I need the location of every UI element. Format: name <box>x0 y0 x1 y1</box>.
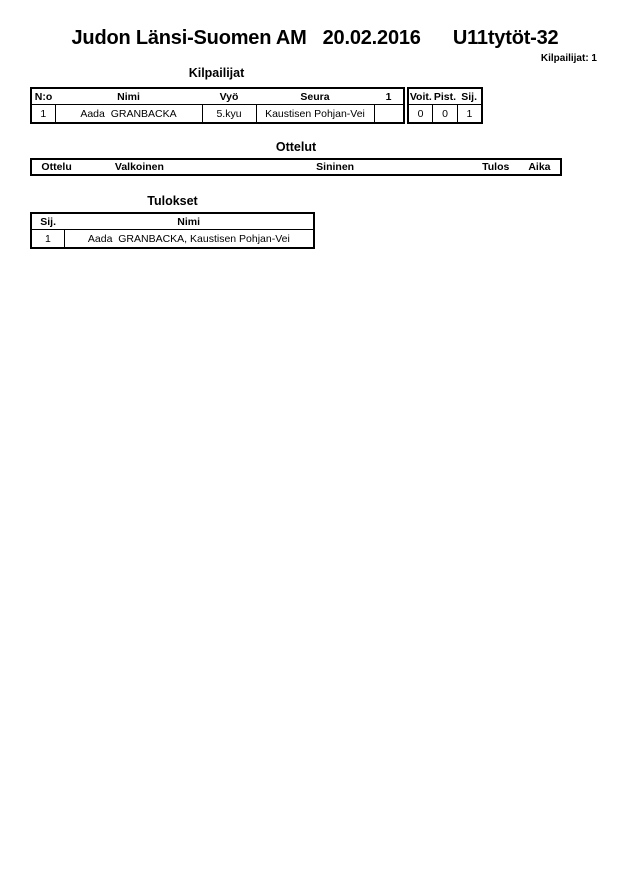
column-header-sij: Sij. <box>31 213 64 230</box>
stats-header-row <box>408 88 482 105</box>
participants-count: Kilpailijat: 1 <box>540 53 597 64</box>
column-header-voit: Voit. <box>408 88 433 105</box>
ottelut-table <box>30 158 562 176</box>
stats-row <box>408 105 482 124</box>
column-header-1: 1 <box>374 88 404 105</box>
column-header-sij: Sij. <box>457 88 482 105</box>
cell-voit: 0 <box>408 105 433 124</box>
cell-nimi: Aada GRANBACKA <box>55 105 202 124</box>
cell-pist: 0 <box>433 105 458 124</box>
column-header-pist: Pist. <box>433 88 458 105</box>
ottelut-heading: Ottelut <box>275 140 317 154</box>
kilpailijat-row <box>31 105 404 124</box>
kilpailijat-heading: Kilpailijat <box>188 66 245 80</box>
ottelut-header-row <box>31 159 561 175</box>
column-header-nimi: Nimi <box>64 213 314 230</box>
cell-nimi: Aada GRANBACKA, Kaustisen Pohjan-Vei <box>64 230 314 249</box>
tulokset-table <box>30 212 315 249</box>
column-header-valkoinen: Valkoinen <box>114 161 164 173</box>
column-header-ottelu: Ottelu <box>41 161 72 173</box>
column-header-seura: Seura <box>256 88 374 105</box>
kilpailijat-table-group <box>30 87 483 124</box>
kilpailijat-table <box>30 87 405 124</box>
tulokset-header-row <box>31 213 314 230</box>
column-header-tulos: Tulos <box>482 161 510 173</box>
cell-sij: 1 <box>31 230 64 249</box>
tulokset-heading: Tulokset <box>147 194 198 208</box>
column-header-nimi: Nimi <box>55 88 202 105</box>
kilpailijat-header-row <box>31 88 404 105</box>
cell-no: 1 <box>31 105 55 124</box>
column-header-vyo: Vyö <box>202 88 256 105</box>
page-title: Judon Länsi-Suomen AM 20.02.2016 U11tytöt-32 <box>71 27 559 49</box>
cell-vyo: 5.kyu <box>202 105 256 124</box>
cell-seura: Kaustisen Pohjan-Vei <box>256 105 374 124</box>
column-header-sininen: Sininen <box>316 161 355 173</box>
cell-match-1 <box>374 105 404 124</box>
cell-sij: 1 <box>457 105 482 124</box>
kilpailijat-stats-table <box>407 87 483 124</box>
column-header-aika: Aika <box>528 161 551 173</box>
column-header-no: N:o <box>31 88 55 105</box>
tulokset-row <box>31 230 314 249</box>
